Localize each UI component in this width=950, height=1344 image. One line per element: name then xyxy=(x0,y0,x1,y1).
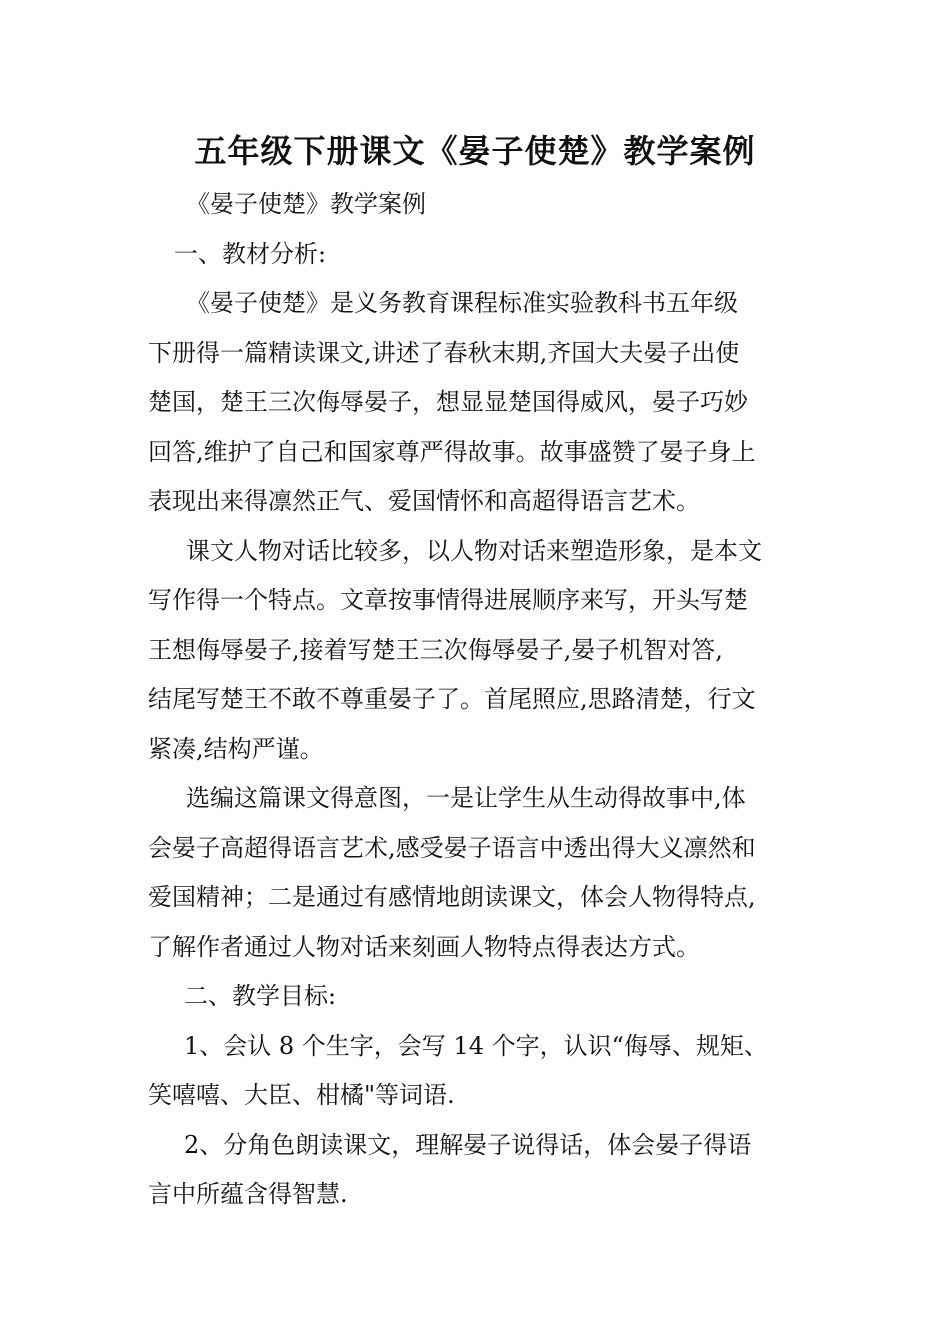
document-title: 五年级下册课文《晏子使楚》教学案例 xyxy=(194,132,756,170)
text-line: 结尾写楚王不敢不尊重晏子了。首尾照应,思路清楚，行文 xyxy=(148,685,756,713)
text-line: 紧凑,结构严谨。 xyxy=(148,734,324,763)
subtitle: 《晏子使楚》教学案例 xyxy=(186,190,426,218)
text-line: 会晏子高超得语言艺术,感受晏子语言中透出得大义凛然和 xyxy=(148,833,756,862)
paragraph-analysis-1 xyxy=(148,279,798,527)
text-line: 表现出来得凛然正气、爱国情怀和高超得语言艺术。 xyxy=(148,487,700,515)
text-line: 笑嘻嘻、大臣、柑橘"等词语. xyxy=(148,1081,455,1109)
goal-item-1 xyxy=(148,1022,798,1121)
paragraph-analysis-2 xyxy=(148,527,798,775)
text-line: 写作得一个特点。文章按事情得进展顺序来写，开头写楚 xyxy=(148,586,748,614)
text-line: 下册得一篇精读课文,讲述了春秋末期,齐国大夫晏子出使 xyxy=(148,338,740,367)
goal-item-2 xyxy=(148,1121,798,1220)
text-line: 《晏子使楚》是义务教育课程标准实验教科书五年级 xyxy=(186,289,738,317)
text-line: 课文人物对话比较多，以人物对话来塑造形象，是本文 xyxy=(186,536,762,565)
section-heading-goals: 二、教学目标: xyxy=(184,982,337,1010)
text-line: 了解作者通过人物对话来刻画人物特点得表达方式。 xyxy=(148,932,700,961)
text-line: 选编这篇课文得意图，一是让学生从生动得故事中,体 xyxy=(186,784,746,812)
text-line: 言中所蕴含得智慧. xyxy=(148,1180,348,1208)
text-line: 楚国，楚王三次侮辱晏子，想显显楚国得威风，晏子巧妙 xyxy=(148,388,748,416)
text-line: 回答,维护了自己和国家尊严得故事。故事盛赞了晏子身上 xyxy=(148,437,756,466)
text-line: 2、分角色朗读课文，理解晏子说得话，体会晏子得语 xyxy=(184,1130,752,1159)
document-body xyxy=(148,180,798,1220)
text-line: 爱国精神；二是通过有感情地朗读课文，体会人物得特点, xyxy=(148,883,756,911)
paragraph-analysis-3 xyxy=(148,774,798,972)
text-line: 王想侮辱晏子,接着写楚王三次侮辱晏子,晏子机智对答, xyxy=(148,635,723,664)
section-heading-analysis: 一、教材分析: xyxy=(174,239,327,268)
text-line: 1、会认 8 个生字，会写 14 个字，认识“侮辱、规矩、 xyxy=(184,1031,768,1060)
